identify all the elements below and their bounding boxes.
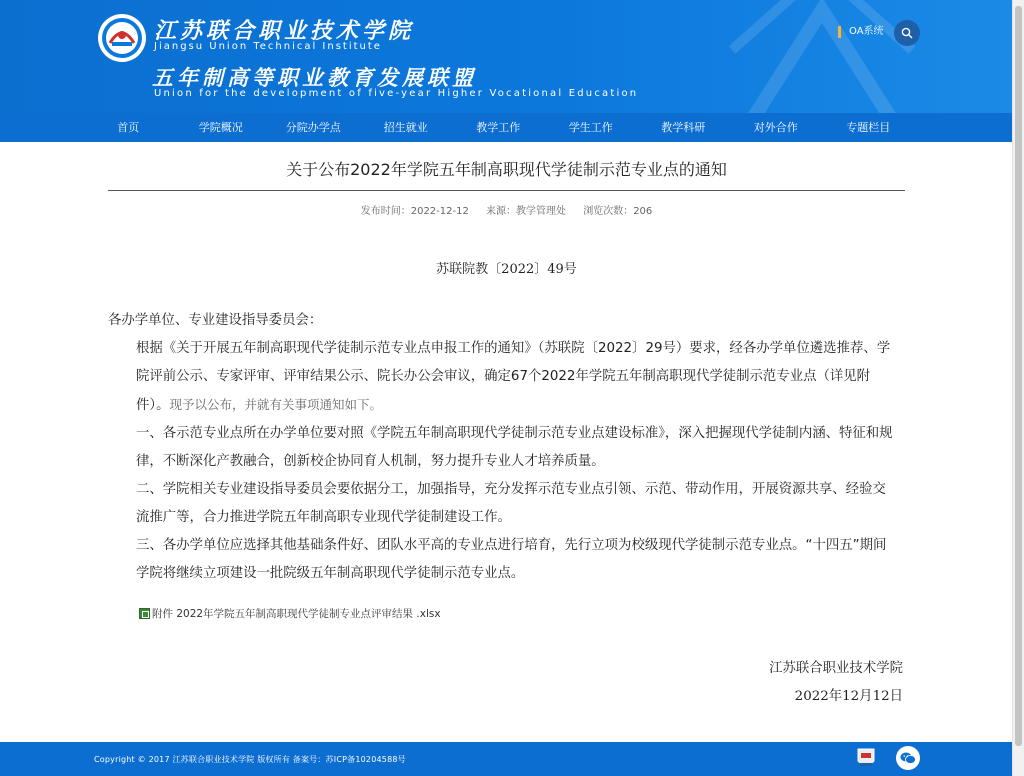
main-nav xyxy=(0,113,1012,142)
copyright-text: Copyright © 2017 江苏联合职业技术学院 版权所有 备案号：苏ICP备10204588号 xyxy=(94,755,406,764)
nav-item-about[interactable]: 学院概况 xyxy=(198,121,243,134)
paragraph-1-text: 根据《关于开展五年制高职现代学徒制示范专业点申报工作的通知》（苏联院〔2022〕29号）要求，经各办学单位遴选推荐、学院评前公示、专家评审、评审结果公示、院长办公会审议，确定67个2022年学院五年制高职现代学徒制示范专业点（详见附件）。 xyxy=(136,341,891,413)
article-body xyxy=(108,307,898,588)
school-logo-icon[interactable] xyxy=(97,13,147,63)
article-title: 关于公布2022年学院五年制高职现代学徒制示范专业点的通知 xyxy=(286,160,727,179)
xlsx-file-icon xyxy=(139,608,150,619)
nav-item-home[interactable]: 首页 xyxy=(117,121,140,134)
nav-item-research[interactable]: 教学科研 xyxy=(661,121,706,134)
attachment-label[interactable]: 附件 2022年学院五年制高职现代学徒制专业点评审结果 .xlsx xyxy=(152,608,441,620)
gov-badge-icon[interactable] xyxy=(856,747,876,769)
nav-item-branches[interactable]: 分院办学点 xyxy=(285,121,341,134)
search-icon xyxy=(901,27,913,39)
search-button[interactable] xyxy=(894,20,920,46)
page-scrollbar[interactable] xyxy=(1012,0,1024,776)
document-number: 苏联院教〔2022〕49号 xyxy=(436,262,577,277)
oa-system-link[interactable]: OA系统 xyxy=(838,26,884,38)
signature-organization: 江苏联合职业技术学院 xyxy=(769,661,903,676)
attachment-link[interactable] xyxy=(139,606,441,621)
school-name-cn[interactable]: 江苏联合职业技术学院 xyxy=(154,18,415,44)
nav-item-students[interactable]: 学生工作 xyxy=(568,121,613,134)
union-name-cn: 五年制高等职业教育发展联盟 xyxy=(152,65,477,90)
paragraph-2: 一、各示范专业点所在办学单位要对照《学院五年制高职现代学徒制示范专业点建设标准》，深入把握现代学徒制内涵、特征和规律，不断深化产教融合，创新校企协同育人机制，努力提升专业人才培养质量。 xyxy=(136,426,893,469)
paragraph-1-tail: 现予以公布，并就有关事项通知如下。 xyxy=(169,397,382,412)
nav-item-admissions[interactable]: 招生就业 xyxy=(383,121,428,134)
article-meta: 发布时间：2022-12-12 来源：教学管理处 浏览次数：206 xyxy=(360,206,653,217)
union-name-en: Union for the development of five-year Higher Vocational Education xyxy=(154,88,639,99)
site-header xyxy=(0,0,1012,113)
nav-item-cooperation[interactable]: 对外合作 xyxy=(753,121,798,134)
signature-date: 2022年12月12日 xyxy=(794,689,903,704)
paragraph-1 xyxy=(108,335,898,420)
paragraph-3: 二、学院相关专业建设指导委员会要依据分工，加强指导，充分发挥示范专业点引领、示范、带动作用，开展资源共享、经验交流推广等，合力推进学院五年制高职专业现代学徒制建设工作。 xyxy=(136,482,886,525)
decorative-pattern-icon xyxy=(712,0,932,113)
wechat-button[interactable] xyxy=(896,746,920,770)
nav-item-teaching[interactable]: 教学工作 xyxy=(476,121,521,134)
wechat-icon xyxy=(900,751,916,765)
scrollbar-thumb[interactable] xyxy=(1015,6,1022,746)
paragraph-4: 三、各办学单位应选择其他基础条件好、团队水平高的专业点进行培育，先行立项为校级现代学徒制示范专业点。“十四五”期间学院将继续立项建设一批院级五年制高职现代学徒制示范专业点。 xyxy=(136,538,887,581)
nav-item-topics[interactable]: 专题栏目 xyxy=(846,121,891,134)
school-name-en: Jiangsu Union Technical Institute xyxy=(154,41,382,52)
salutation: 各办学单位、专业建设指导委员会： xyxy=(108,313,323,328)
title-divider xyxy=(108,190,905,191)
